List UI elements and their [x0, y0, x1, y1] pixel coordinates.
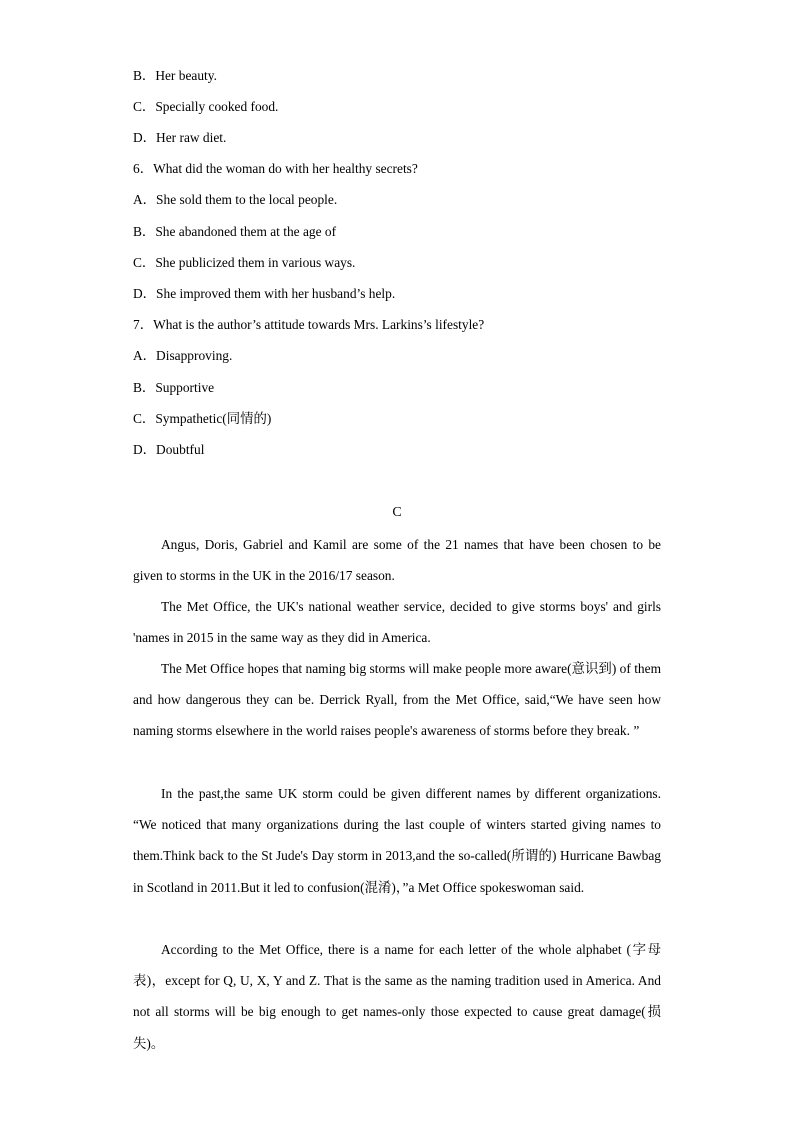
- question-6-stem: 6．What did the woman do with her healthy secrets?: [133, 161, 418, 176]
- passage-paragraph-1: Angus, Doris, Gabriel and Kamil are some of the 21 names that have been chosen to be given to storms in the UK in the 2016/17 season.: [133, 537, 661, 584]
- q5-option-b: B．Her beauty.: [133, 68, 217, 83]
- q7-option-d: D．Doubtful: [133, 442, 205, 457]
- passage-paragraph-3: The Met Office hopes that naming big storms will make people more aware(意识到) of them and how dangerous they can be. Derrick Ryall, from the Met Office, said,“We have seen how naming storms elsewhere in the world raises people's awareness of storms before they break. ”: [133, 661, 661, 739]
- q7-option-a: A．Disapproving.: [133, 348, 233, 363]
- question-7-stem: 7．What is the author’s attitude towards Mrs. Larkins’s lifestyle?: [133, 317, 485, 332]
- q6-option-b: B．She abandoned them at the age of: [133, 224, 337, 239]
- q5-option-d: D．Her raw diet.: [133, 130, 227, 145]
- q7-option-c: C．Sympathetic(同情的): [133, 411, 272, 426]
- passage-paragraph-4: In the past,the same UK storm could be given different names by different organizations. “We noticed that many organizations during the last couple of winters started giving names to them.Think back to the St Jude's Day storm in 2013,and the so-called(所谓的) Hurricane Bawbag in Scotland in 2011.But it led to confusion(混淆)，”a Met Office spokeswoman said.: [133, 786, 661, 895]
- q6-option-d: D．She improved them with her husband’s help.: [133, 286, 396, 301]
- passage-paragraph-5: According to the Met Office, there is a name for each letter of the whole alphabet (字母表)，except for Q, U, X, Y and Z. That is the same as the naming tradition used in America. And not all storms will be big enough to get names-only those expected to cause great damage(损失)。: [133, 942, 661, 1051]
- q6-option-c: C．She publicized them in various ways.: [133, 255, 356, 270]
- q7-option-b: B．Supportive: [133, 380, 215, 395]
- passage-heading: C: [392, 505, 402, 520]
- q6-option-a: A．She sold them to the local people.: [133, 192, 338, 207]
- q5-option-c: C．Specially cooked food.: [133, 99, 279, 114]
- passage-paragraph-2: The Met Office, the UK's national weather service, decided to give storms boys' and girls 'names in 2015 in the same way as they did in America.: [133, 599, 661, 646]
